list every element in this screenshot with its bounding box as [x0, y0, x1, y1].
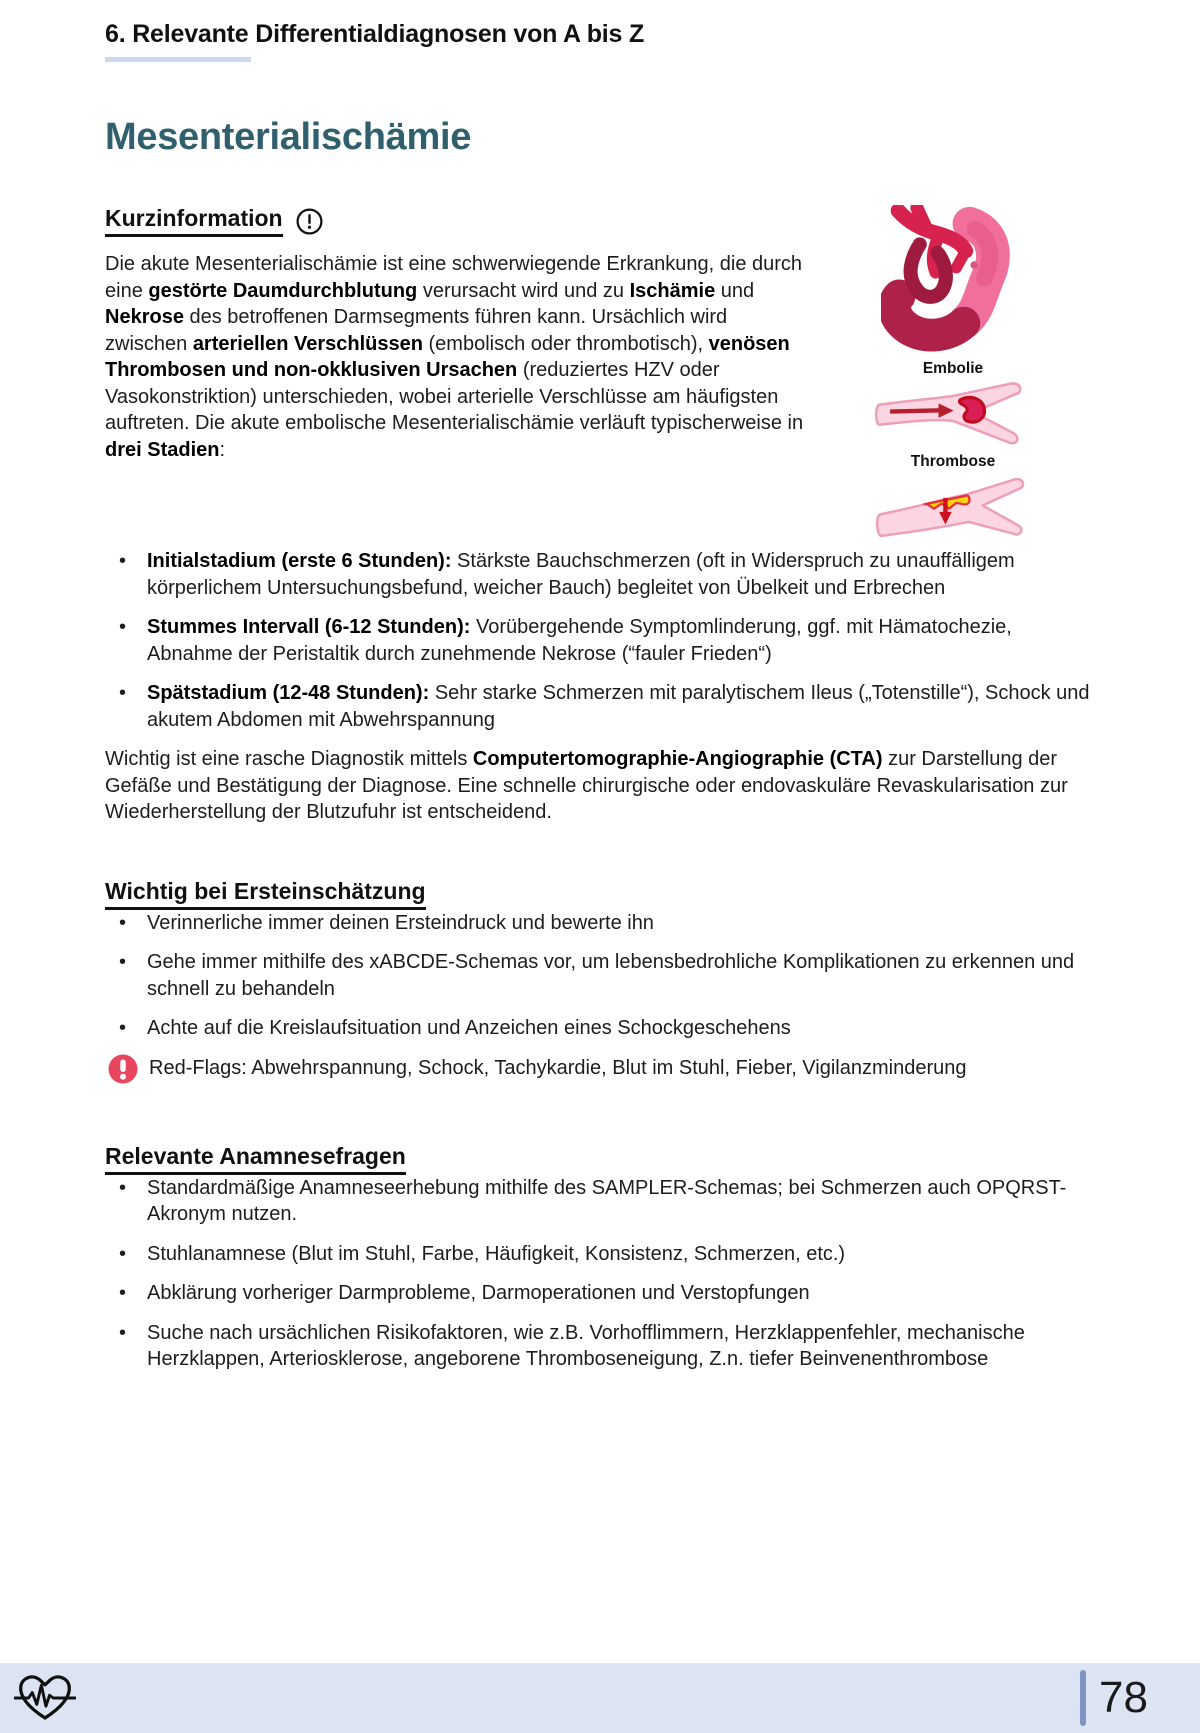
bullet-text: Achte auf die Kreislaufsituation und Anzeichen eines Schockgeschehens [147, 1017, 791, 1039]
list-item-initialstadium [105, 548, 1095, 601]
list-item [105, 1320, 1095, 1373]
list-item [105, 949, 1095, 1002]
bullet-text: Verinnerliche immer deinen Ersteindruck und bewerte ihn [147, 911, 654, 934]
ersteinschaetzung-section [105, 878, 1095, 1085]
stage-text: Stummes Intervall (6-12 Stunden): Vorübergehende Symptomlinderung, ggf. mit Hämatochezie, Abnahme der Peristaltik durch zunehmende Nekrose (“fauler Frieden“) [147, 616, 1012, 665]
stage-text: Spätstadium (12-48 Stunden): Sehr starke Schmerzen mit paralytischem Ileus („Totenstille“), Schock und akutem Abdomen mit Abwehrspannung [147, 682, 1090, 731]
red-flags-text: Red-Flags: Abwehrspannung, Schock, Tachykardie, Blut im Stuhl, Fieber, Vigilanzminderung [149, 1056, 967, 1079]
bullet-text: Standardmäßige Anamneseerhebung mithilfe des SAMPLER-Schemas; bei Schmerzen auch OPQRST-Akronym nutzen. [147, 1176, 1067, 1225]
diagnostik-paragraph: Wichtig ist eine rasche Diagnostik mittels Computertomographie-Angiographie (CTA) zur Darstellung der Gefäße und Bestätigung der Diagnose. Eine schnelle chirurgische oder endovaskuläre Revaskularisation zur Wiederherstellung der Blutzufuhr ist entscheidend. [105, 748, 1068, 823]
kurzinformation-heading [105, 205, 811, 237]
list-item [105, 1280, 1095, 1307]
thrombose-vessel-icon [874, 475, 1032, 548]
list-item [105, 1175, 1095, 1228]
bullet-text: Suche nach ursächlichen Risikofaktoren, wie z.B. Vorhofflimmern, Herzklappenfehler, mechanische Herzklappen, Arteriosklerose, angeborene Thromboseneigung, Z.n. tiefer Beinvenenthrombose [147, 1321, 1025, 1370]
bullet-text: Gehe immer mithilfe des xABCDE-Schemas vor, um lebensbedrohliche Komplikationen zu erkennen und schnell zu behandeln [147, 951, 1075, 1000]
bullet-text: Stuhlanamnese (Blut im Stuhl, Farbe, Häufigkeit, Konsistenz, Schmerzen, etc.) [147, 1242, 846, 1265]
kurzinformation-intro-paragraph: Die akute Mesenterialischämie ist eine schwerwiegende Erkrankung, die durch eine gestörte Daumdurchblutung verursacht wird und zu Ischämie und Nekrose des betroffenen Darmsegments führen kann. Ursächlich wird zwischen arteriellen Verschlüssen (embolisch oder thrombotisch), venösen Thrombosen und non-okklusiven Ursachen (reduziertes HZV oder Vasokonstriktion) unterschieden, wobei arterielle Verschlüsse am häufigsten auftreten. Die akute embolische Mesenterialischämie verläuft typischerweise in drei Stadien: [105, 253, 804, 461]
page-title: Mesenterialischämie [105, 116, 472, 158]
thrombose-label: Thrombose [910, 453, 996, 470]
red-flags-item [105, 1055, 1095, 1085]
alert-circle-icon [295, 207, 324, 236]
kurzinformation-section [105, 205, 1095, 548]
page-number: 78 [1099, 1673, 1148, 1722]
kurzinformation-heading-text: Kurzinformation [105, 205, 283, 237]
anamnese-list [105, 1175, 1095, 1373]
ischemic-bowel-illustration-icon [881, 205, 1026, 355]
page-footer [0, 1663, 1200, 1733]
bullet-text: Abklärung vorheriger Darmprobleme, Darmoperationen und Verstopfungen [147, 1282, 810, 1304]
kurzinformation-text-column [105, 205, 811, 548]
list-item [105, 1241, 1095, 1268]
stage-text: Initialstadium (erste 6 Stunden): Stärkste Bauchschmerzen (oft in Widerspruch zu unauffälligem körperlichem Untersuchungsbefund, weicher Bauch) begleitet von Übelkeit und Erbrechen [147, 550, 1015, 599]
ersteinschaetzung-list [105, 910, 1095, 1042]
list-item [105, 910, 1095, 937]
header-underline-decoration [105, 57, 251, 62]
anamnese-section [105, 1143, 1095, 1373]
list-item-stummes-intervall [105, 614, 1095, 667]
ersteinschaetzung-heading-text: Wichtig bei Ersteinschätzung [105, 878, 426, 910]
anamnese-heading [105, 1143, 1095, 1175]
anamnese-heading-text: Relevante Anamnesefragen [105, 1143, 406, 1175]
heart-ecg-icon [14, 1670, 76, 1726]
embolie-label: Embolie [922, 360, 984, 377]
exclamation-circle-icon [107, 1053, 139, 1085]
ersteinschaetzung-heading [105, 878, 1095, 910]
stage-list [105, 548, 1095, 733]
embolie-vessel-icon [874, 382, 1032, 448]
page-number-bar-decoration [1080, 1670, 1086, 1726]
page-number-group [1080, 1670, 1148, 1726]
chapter-header: 6. Relevante Differentialdiagnosen von A bis Z [105, 20, 645, 48]
list-item [105, 1015, 1095, 1042]
mesenteric-ischemia-illustration [811, 205, 1095, 548]
list-item-spaetstadium [105, 680, 1095, 733]
